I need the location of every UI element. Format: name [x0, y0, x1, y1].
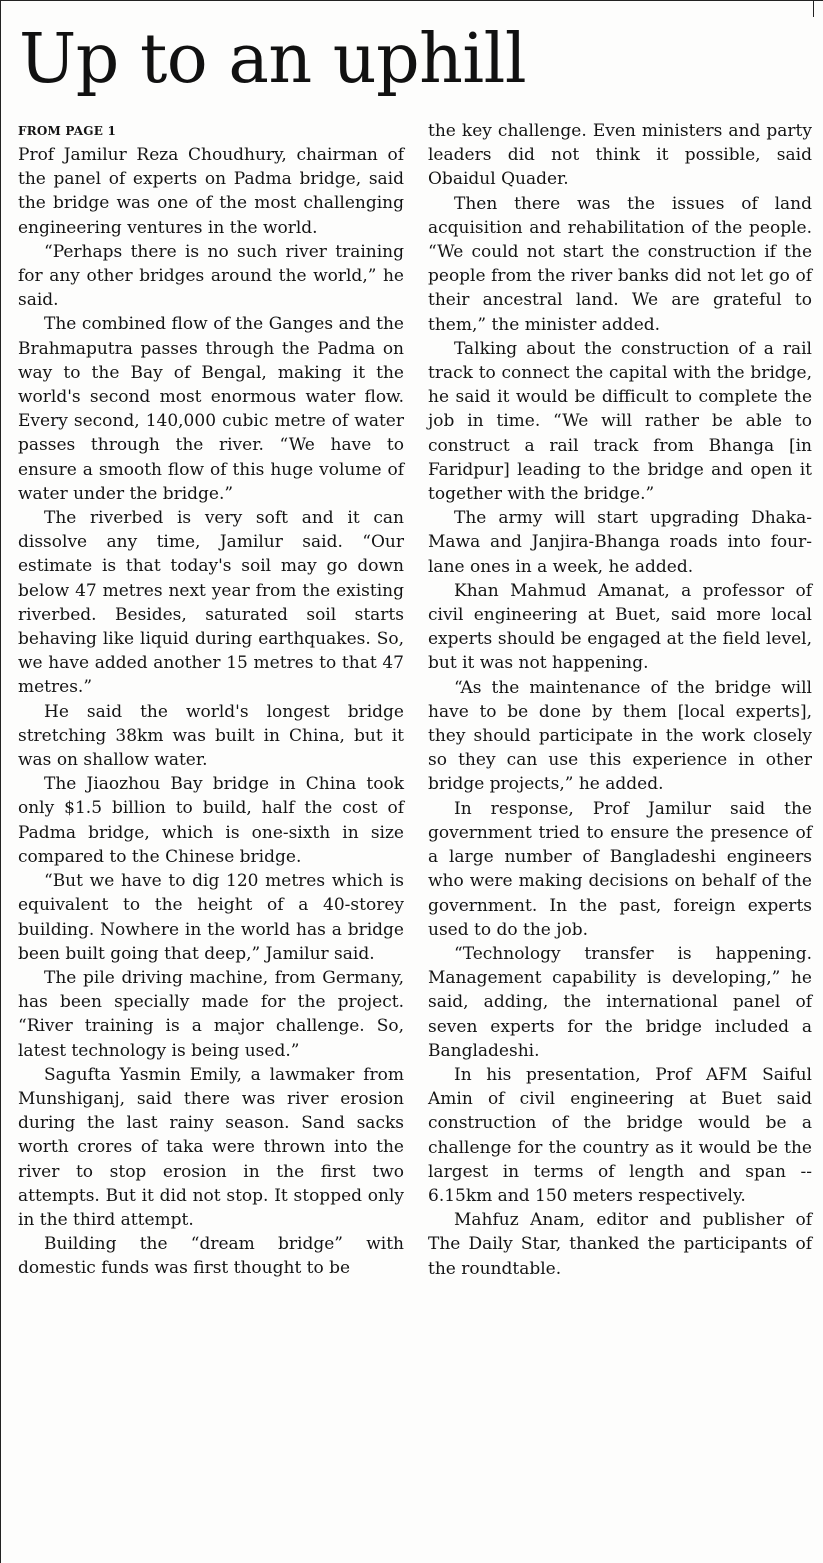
headline: Up to an uphill — [19, 20, 527, 99]
paragraph: The combined flow of the Ganges and the Brahmaputra passes through the Padma on way to the Bay of Bengal, making it the world's second most enormous water flow. Every second, 140,000 cubic metre of water passes through the river. “We have to ensure a smooth flow of this huge volume of water under the bridge.” — [18, 314, 404, 504]
paragraph: Then there was the issues of land acquisition and rehabilitation of the people. “We could not start the construction if the people from the river banks did not let go of their ancestral land. We are grateful to them,” the minister added. — [428, 193, 812, 335]
paragraph: “But we have to dig 120 metres which is equivalent to the height of a 40-storey building. Nowhere in the world has a bridge been built going that deep,” Jamilur said. — [18, 871, 404, 964]
paragraph: “Perhaps there is no such river training for any other bridges around the world,” he said. — [18, 241, 404, 311]
paragraph: Sagufta Yasmin Emily, a lawmaker from Munshiganj, said there was river erosion during the last rainy season. Sand sacks worth crores of taka were thrown into the river to stop erosion in the first two attempts. But it did not stop. It stopped only in the third attempt. — [18, 1064, 404, 1230]
paragraph: Talking about the construction of a rail track to connect the capital with the bridge, he said it would be difficult to complete the job in time. “We will rather be able to construct a rail track from Bhanga [in Faridpur] leading to the bridge and open it together with the bridge.” — [428, 338, 812, 505]
paragraph: The Jiaozhou Bay bridge in China took only $1.5 billion to build, half the cost of Padma bridge, which is one-sixth in size compared to the Chinese bridge. — [18, 774, 404, 867]
paragraph: Mahfuz Anam, editor and publisher of The Daily Star, thanked the participants of the roundtable. — [428, 1210, 812, 1279]
paragraph: He said the world's longest bridge stretching 38km was built in China, but it was on shallow water. — [18, 701, 404, 771]
article-column-left — [18, 119, 404, 1281]
paragraph: The pile driving machine, from Germany, has been specially made for the project. “River training is a major challenge. So, latest technology is being used.” — [18, 967, 404, 1061]
paragraph: In his presentation, Prof AFM Saiful Amin of civil engineering at Buet said construction of the bridge would be a challenge for the country as it would be the largest in terms of length and span -- 6.15km and 150 meters respectively. — [428, 1064, 812, 1206]
paragraph: The army will start upgrading Dhaka-Mawa and Janjira-Bhanga roads into four-lane ones in a week, he added. — [428, 508, 812, 577]
paragraph: the key challenge. Even ministers and party leaders did not think it possible, said Obaidul Quader. — [428, 121, 812, 190]
paragraph: Building the “dream bridge” with domestic funds was first thought to be — [18, 1234, 404, 1279]
paragraph: Prof Jamilur Reza Choudhury, chairman of the panel of experts on Padma bridge, said the bridge was one of the most challenging engineering ventures in the world. — [18, 145, 404, 238]
paragraph: “As the maintenance of the bridge will have to be done by them [local experts], they should participate in the work closely so they can use this experience in other bridge projects,” he added. — [428, 677, 812, 795]
article-column-right — [428, 119, 812, 1281]
paragraph: In response, Prof Jamilur said the government tried to ensure the presence of a large number of Bangladeshi engineers who were making decisions on behalf of the government. In the past, foreign experts used to do the job. — [428, 798, 812, 940]
paragraph: “Technology transfer is happening. Management capability is developing,” he said, adding, the international panel of seven experts for the bridge included a Bangladeshi. — [428, 943, 812, 1061]
paragraph: The riverbed is very soft and it can dissolve any time, Jamilur said. “Our estimate is that today's soil may go down below 47 metres next year from the existing riverbed. Besides, saturated soil starts behaving like liquid during earthquakes. So, we have added another 15 metres to that 47 metres.” — [18, 508, 404, 698]
kicker: FROM PAGE 1 — [18, 124, 116, 138]
column-rule — [813, 1, 814, 17]
paragraph: Khan Mahmud Amanat, a professor of civil engineering at Buet, said more local experts should be engaged at the field level, but it was not happening. — [428, 580, 812, 674]
